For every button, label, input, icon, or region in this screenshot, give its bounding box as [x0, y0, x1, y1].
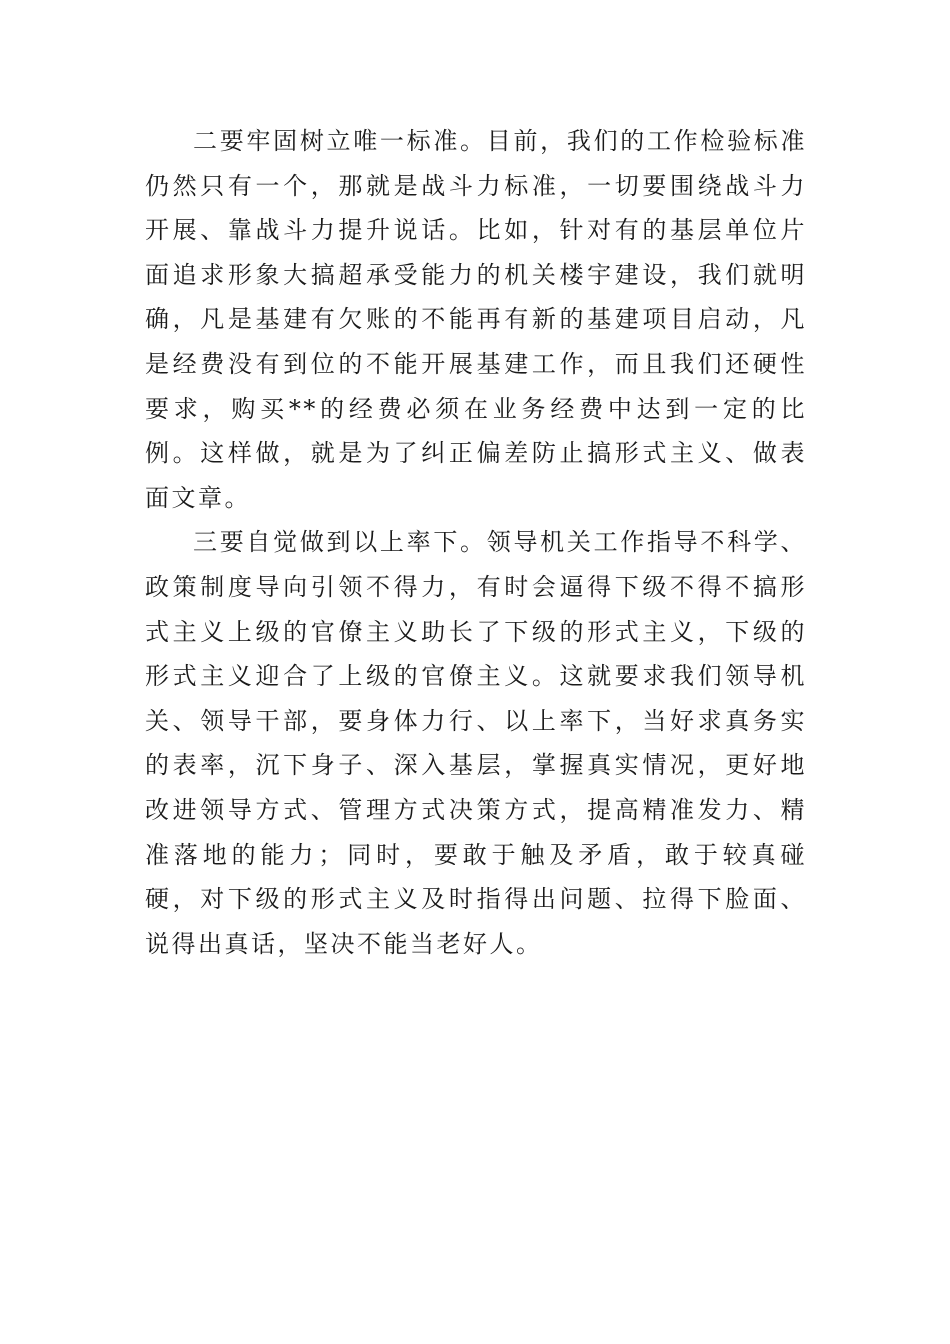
paragraph-lead-by-example: 三要自觉做到以上率下。领导机关工作指导不科学、政策制度导向引领不得力，有时会逼得下级不得不搞形式主义上级的官僚主义助长了下级的形式主义，下级的形式主义迎合了上级的官僚主义。这就要求我们领导机关、领导干部，要身体力行、以上率下，当好求真务实的表率，沉下身子、深入基层，掌握真实情况，更好地改进领导方式、管理方式决策方式，提高精准发力、精准落地的能力；同时，要敢于触及矛盾，敢于较真碰硬，对下级的形式主义及时指得出问题、拉得下脸面、说得出真话，坚决不能当老好人。 [145, 528, 807, 958]
document-body [145, 119, 807, 966]
paragraph-unique-standard: 二要牢固树立唯一标准。目前，我们的工作检验标准仍然只有一个，那就是战斗力标准，一切要围绕战斗力开展、靠战斗力提升说话。比如，针对有的基层单位片面追求形象大搞超承受能力的机关楼宇建设，我们就明确，凡是基建有欠账的不能再有新的基建项目启动，凡是经费没有到位的不能开展基建工作，而且我们还硬性要求，购买**的经费必须在业务经费中达到一定的比例。这样做，就是为了纠正偏差防止搞形式主义、做表面文章。 [145, 127, 807, 512]
